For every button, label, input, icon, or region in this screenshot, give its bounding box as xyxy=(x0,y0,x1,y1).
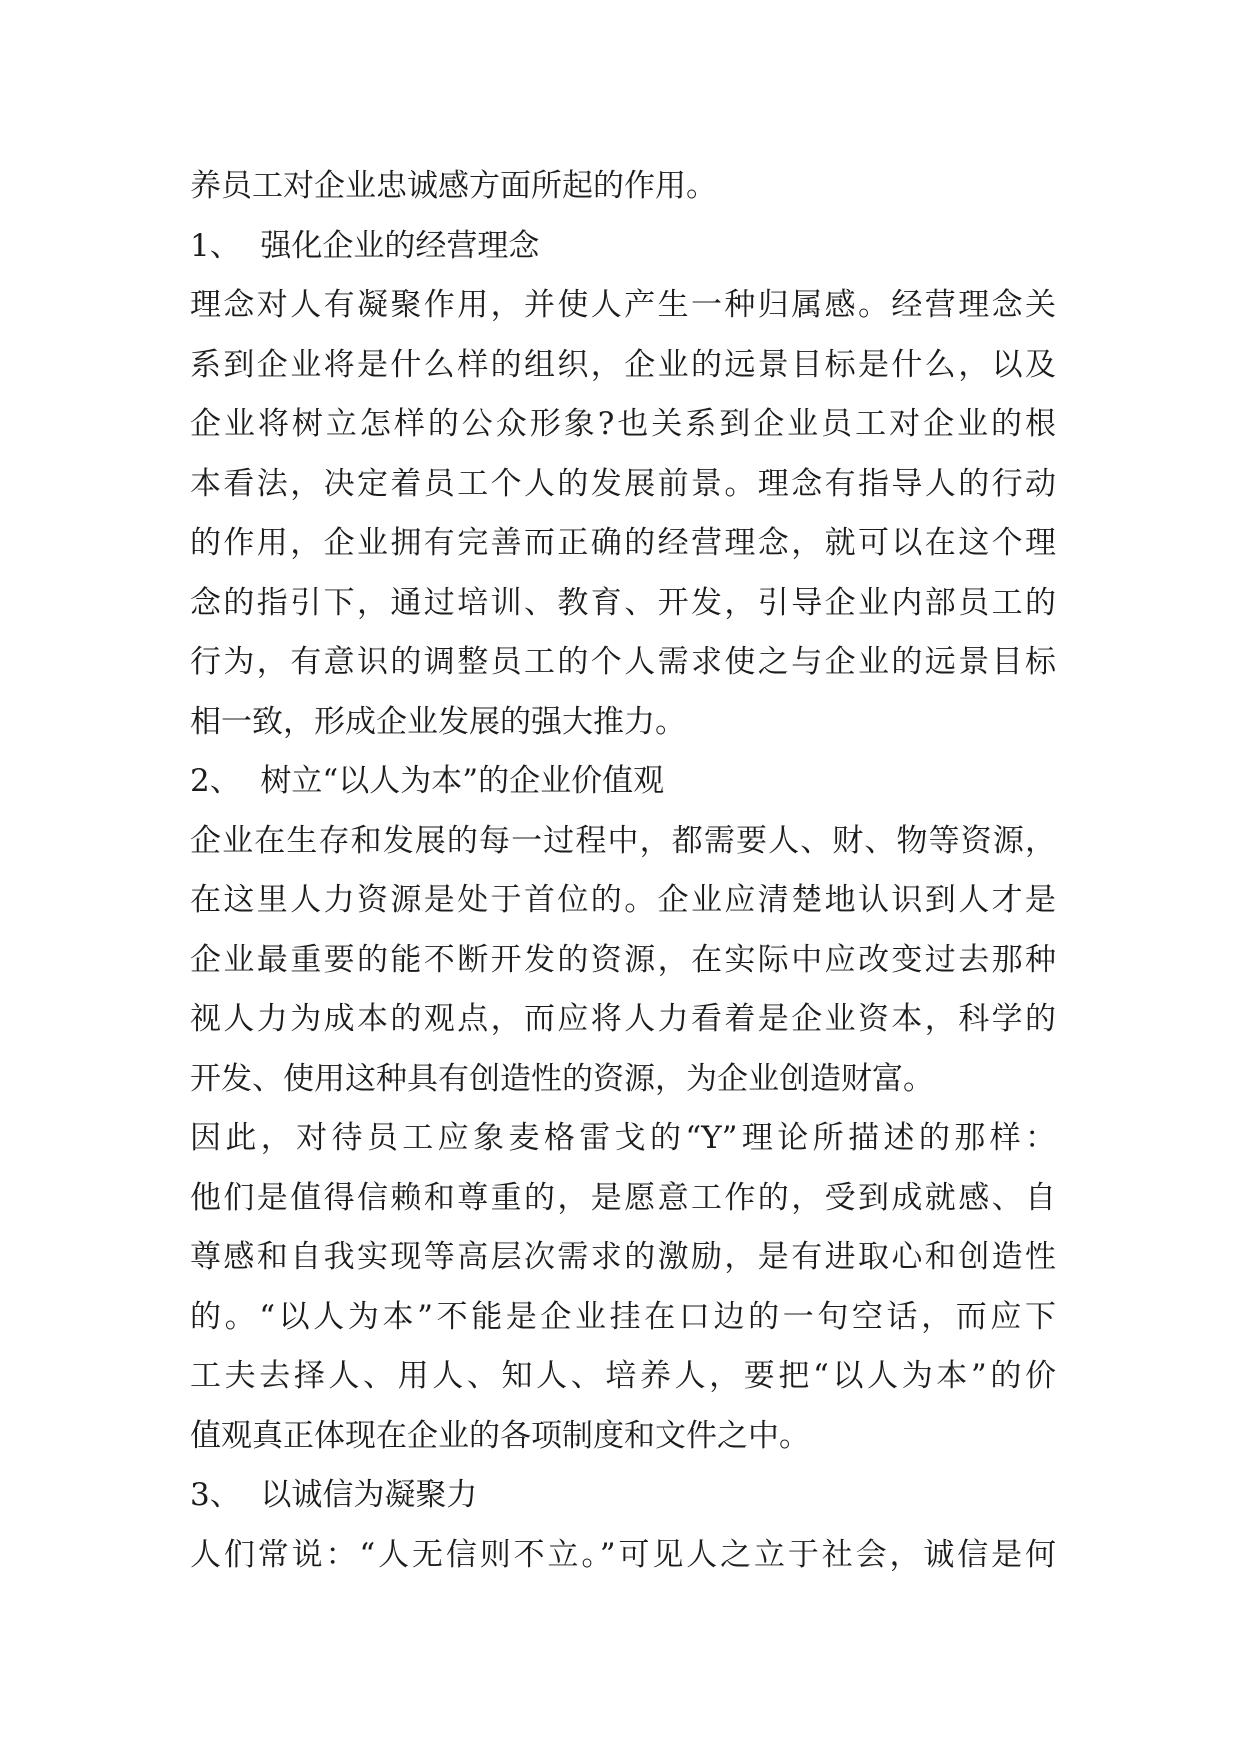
paragraph-line: 的。“以人为本”不能是企业挂在口边的一句空话，而应下 xyxy=(190,1298,1056,1335)
paragraph-line: 他们是值得信赖和尊重的，是愿意工作的，受到成就感、自 xyxy=(190,1179,1056,1216)
paragraph-line: 行为，有意识的调整员工的个人需求使之与企业的远景目标 xyxy=(190,644,1056,680)
paragraph-line: 尊感和自我实现等高层次需求的激励，是有进取心和创造性 xyxy=(190,1239,1056,1275)
paragraph-line: 企业在生存和发展的每一过程中，都需要人、财、物等资源， xyxy=(190,822,1056,859)
section-heading-2: 2、 树立“以人为本”的企业价值观 xyxy=(190,763,665,799)
paragraph-line: 工夫去择人、用人、知人、培养人，要把“以人为本”的价 xyxy=(190,1358,1056,1394)
paragraph-line: 值观真正体现在企业的各项制度和文件之中。 xyxy=(190,1417,810,1454)
paragraph-line: 系到企业将是什么样的组织，企业的远景目标是什么，以及 xyxy=(190,346,1056,383)
paragraph-line: 的作用，企业拥有完善而正确的经营理念，就可以在这个理 xyxy=(190,525,1056,561)
paragraph-line: 理念对人有凝聚作用，并使人产生一种归属感。经营理念关 xyxy=(190,287,1056,323)
paragraph-line: 相一致，形成企业发展的强大推力。 xyxy=(190,703,686,740)
section-heading-1: 1、 强化企业的经营理念 xyxy=(190,227,540,264)
paragraph-line: 在这里人力资源是处于首位的。企业应清楚地认识到人才是 xyxy=(190,882,1056,918)
paragraph-line: 养员工对企业忠诚感方面所起的作用。 xyxy=(190,168,717,204)
paragraph-line: 企业将树立怎样的公众形象?也关系到企业员工对企业的根 xyxy=(190,406,1056,442)
section-heading-3: 3、 以诚信为凝聚力 xyxy=(190,1477,478,1513)
paragraph-line: 开发、使用这种具有创造性的资源，为企业创造财富。 xyxy=(190,1060,934,1097)
paragraph-line: 企业最重要的能不断开发的资源，在实际中应改变过去那种 xyxy=(190,941,1056,978)
paragraph-line: 念的指引下，通过培训、教育、开发，引导企业内部员工的 xyxy=(190,584,1056,621)
paragraph-line: 视人力为成本的观点，而应将人力看着是企业资本，科学的 xyxy=(190,1001,1056,1037)
body-text xyxy=(190,157,1056,1585)
paragraph-line: 因此，对待员工应象麦格雷戈的“Y”理论所描述的那样： xyxy=(190,1120,1056,1156)
paragraph-line: 本看法，决定着员工个人的发展前景。理念有指导人的行动 xyxy=(190,465,1056,502)
paragraph-line: 人们常说：“人无信则不立。”可见人之立于社会，诚信是何 xyxy=(190,1536,1056,1573)
